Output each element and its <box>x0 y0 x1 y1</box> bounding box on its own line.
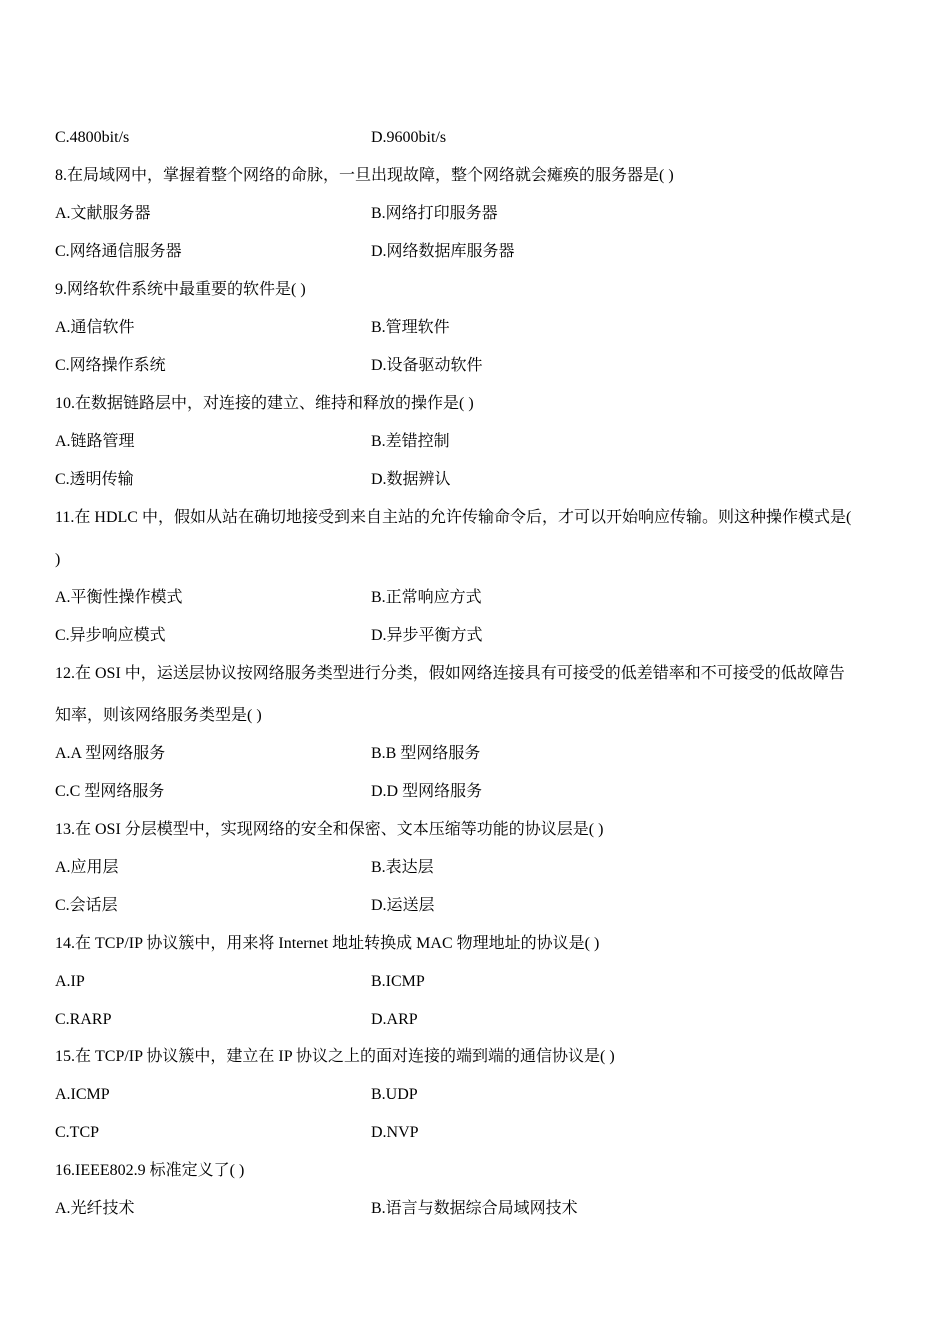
option-c-q13: C.会话层 <box>55 897 118 914</box>
question-11-line-2: ) <box>55 551 61 568</box>
option-b-q8: B.网络打印服务器 <box>371 205 498 222</box>
question-11-line-1: 11.在 HDLC 中，假如从站在确切地接受到来自主站的允许传输命令后，才可以开始响应传输。则这种操作模式是( <box>55 509 852 526</box>
question-8: 8.在局域网中，掌握着整个网络的命脉，一旦出现故障，整个网络就会瘫痪的服务器是( ) <box>55 167 674 184</box>
option-d-q11: D.异步平衡方式 <box>371 627 483 644</box>
option-c-q9: C.网络操作系统 <box>55 357 166 374</box>
option-d-q12: D.D 型网络服务 <box>371 783 483 800</box>
option-c-q8: C.网络通信服务器 <box>55 243 182 260</box>
option-d-q8: D.网络数据库服务器 <box>371 243 515 260</box>
option-c-q12: C.C 型网络服务 <box>55 783 165 800</box>
option-b-q15: B.UDP <box>371 1086 418 1103</box>
option-a-q12: A.A 型网络服务 <box>55 745 166 762</box>
question-13: 13.在 OSI 分层模型中，实现网络的安全和保密、文本压缩等功能的协议层是( ) <box>55 821 604 838</box>
question-15: 15.在 TCP/IP 协议簇中，建立在 IP 协议之上的面对连接的端到端的通信协议是( ) <box>55 1048 615 1065</box>
option-b-q12: B.B 型网络服务 <box>371 745 481 762</box>
option-d-q7: D.9600bit/s <box>371 129 447 146</box>
option-a-q16: A.光纤技术 <box>55 1200 135 1217</box>
option-d-q14: D.ARP <box>371 1011 418 1028</box>
option-c-q14: C.RARP <box>55 1011 112 1028</box>
option-b-q9: B.管理软件 <box>371 319 450 336</box>
option-a-q14: A.IP <box>55 973 85 990</box>
option-d-q13: D.运送层 <box>371 897 435 914</box>
option-a-q11: A.平衡性操作模式 <box>55 589 183 606</box>
question-10: 10.在数据链路层中，对连接的建立、维持和释放的操作是( ) <box>55 395 474 412</box>
option-b-q13: B.表达层 <box>371 859 434 876</box>
option-b-q16: B.语言与数据综合局域网技术 <box>371 1200 578 1217</box>
option-a-q8: A.文献服务器 <box>55 205 151 222</box>
option-d-q9: D.设备驱动软件 <box>371 357 483 374</box>
option-a-q10: A.链路管理 <box>55 433 135 450</box>
option-a-q15: A.ICMP <box>55 1086 110 1103</box>
question-9: 9.网络软件系统中最重要的软件是( ) <box>55 281 306 298</box>
option-b-q14: B.ICMP <box>371 973 425 990</box>
option-d-q15: D.NVP <box>371 1124 419 1141</box>
option-c-q10: C.透明传输 <box>55 471 134 488</box>
question-12-line-2: 知率，则该网络服务类型是( ) <box>55 707 262 724</box>
option-a-q13: A.应用层 <box>55 859 119 876</box>
option-c-q15: C.TCP <box>55 1124 100 1141</box>
option-c-q11: C.异步响应模式 <box>55 627 166 644</box>
option-b-q11: B.正常响应方式 <box>371 589 482 606</box>
option-c-q7: C.4800bit/s <box>55 129 130 146</box>
option-a-q9: A.通信软件 <box>55 319 135 336</box>
option-b-q10: B.差错控制 <box>371 433 450 450</box>
question-12-line-1: 12.在 OSI 中，运送层协议按网络服务类型进行分类，假如网络连接具有可接受的低差错率和不可接受的低故障告 <box>55 665 845 682</box>
question-14: 14.在 TCP/IP 协议簇中，用来将 Internet 地址转换成 MAC 物理地址的协议是( ) <box>55 935 600 952</box>
option-d-q10: D.数据辨认 <box>371 471 451 488</box>
question-16: 16.IEEE802.9 标准定义了( ) <box>55 1162 245 1179</box>
